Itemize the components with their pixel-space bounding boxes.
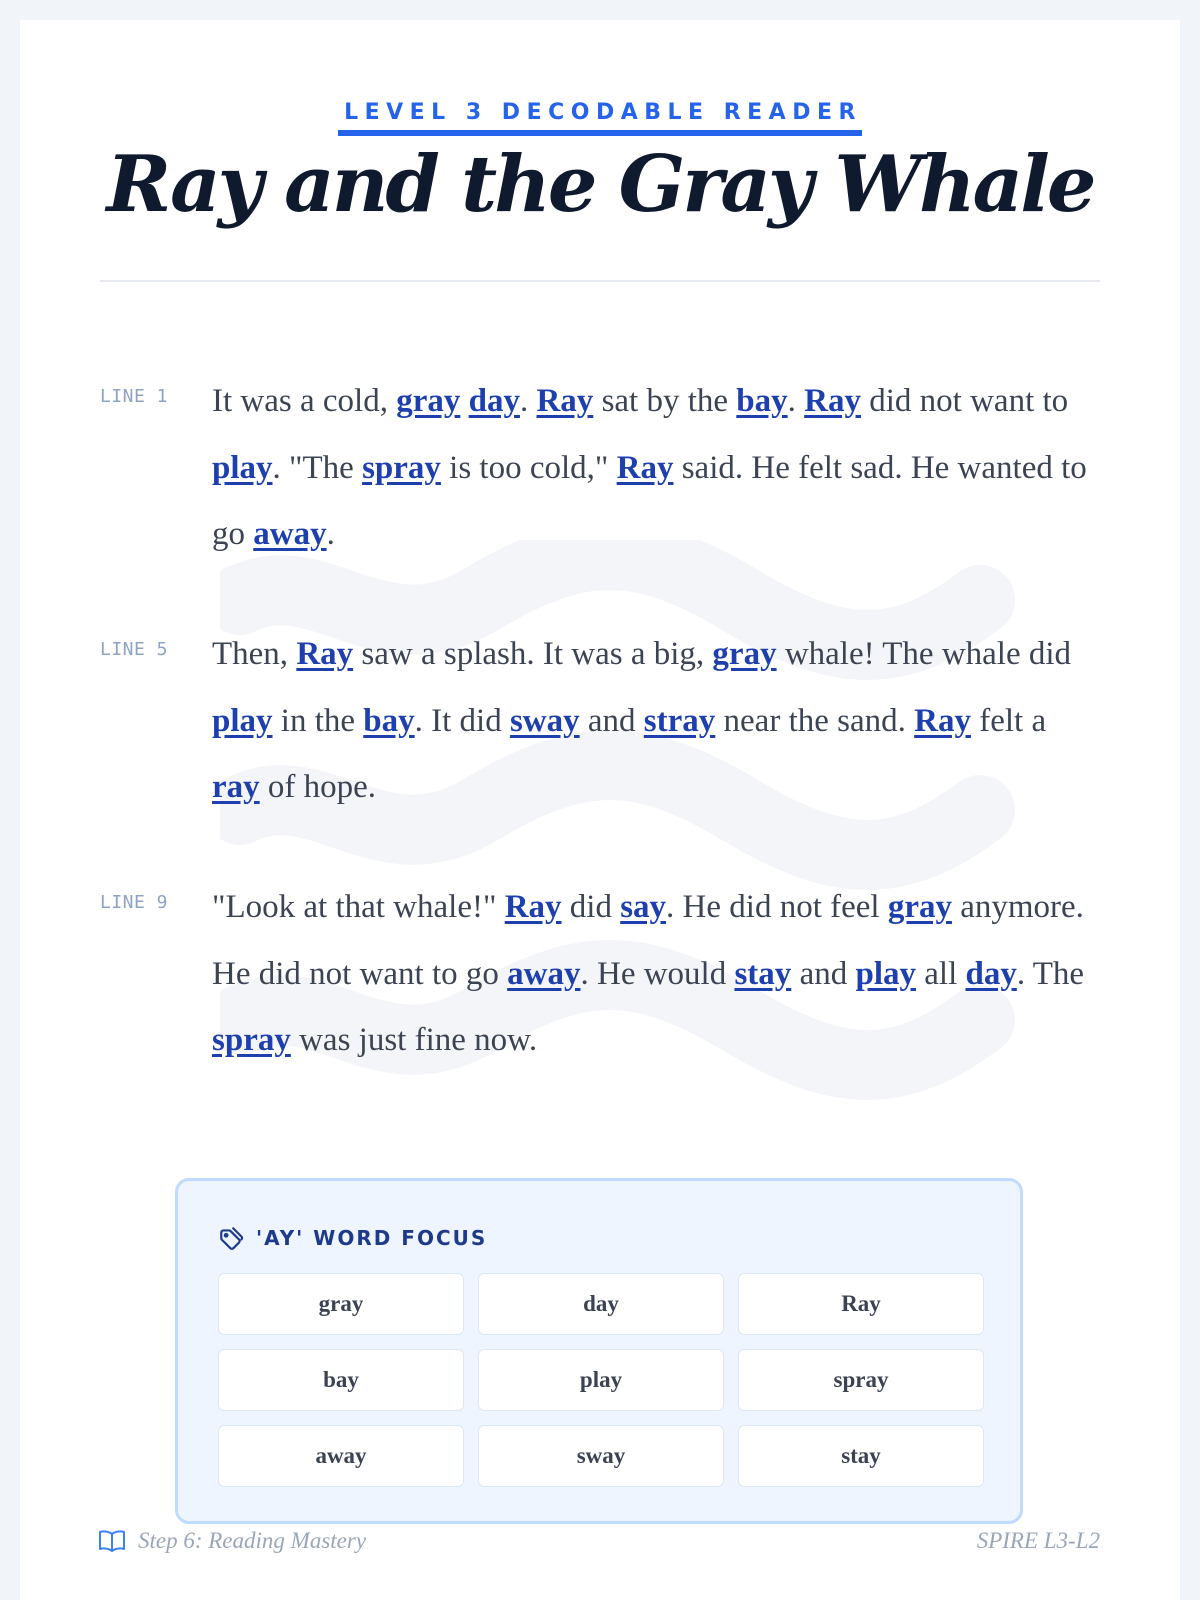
stanza-3	[100, 874, 1100, 1074]
line-number-label: LINE 9	[100, 892, 169, 913]
ay-word-link[interactable]: away	[507, 955, 581, 992]
reader-level-label: LEVEL 3 DECODABLE READER	[338, 100, 862, 136]
ay-word-link[interactable]: day	[965, 955, 1017, 992]
ay-word-link[interactable]: bay	[363, 702, 415, 739]
focus-word-chip[interactable]: stay	[738, 1425, 984, 1487]
ay-word-link[interactable]: stray	[643, 702, 716, 739]
line-number-label: LINE 1	[100, 386, 169, 407]
focus-word-chip[interactable]: Ray	[738, 1273, 984, 1335]
focus-word-chip[interactable]: day	[478, 1273, 724, 1335]
ay-word-link[interactable]: Ray	[804, 383, 861, 419]
footer-step-label: Step 6: Reading Mastery	[138, 1528, 367, 1553]
ay-word-link[interactable]: day	[468, 383, 520, 419]
story-title: Ray and the Gray Whale	[106, 139, 1094, 230]
ay-word-link[interactable]: Ray	[296, 636, 354, 672]
word-focus-box	[175, 1178, 1023, 1524]
ay-word-link[interactable]: Ray	[536, 383, 594, 419]
ay-word-link[interactable]: gray	[887, 889, 952, 925]
reader-header	[20, 100, 1180, 228]
ay-word-link[interactable]: Ray	[914, 702, 971, 739]
focus-word-chip[interactable]: play	[478, 1349, 724, 1411]
ay-word-link[interactable]: gray	[712, 636, 777, 672]
focus-word-chip[interactable]: bay	[218, 1349, 464, 1411]
stanza-text: It was a cold, gray day. Ray sat by the bay. Ray did not want to play. "The spray is too cold," Ray said. He felt sad. He wanted to go away.	[212, 383, 1087, 552]
focus-word-chip[interactable]: sway	[478, 1425, 724, 1487]
line-number-label: LINE 5	[100, 639, 169, 660]
ay-word-link[interactable]: sway	[509, 702, 580, 739]
focus-word-chip[interactable]: spray	[738, 1349, 984, 1411]
footer-code: SPIRE L3-L2	[976, 1528, 1100, 1553]
stanza-text: Then, Ray saw a splash. It was a big, gray whale! The whale did play in the bay. It did sway and stray near the sand. Ray felt a ray of hope.	[212, 636, 1072, 805]
ay-word-link[interactable]: spray	[362, 449, 441, 486]
stanza-1	[100, 368, 1100, 568]
footer-step	[98, 1528, 366, 1554]
reader-page	[20, 20, 1180, 1600]
header-divider	[100, 280, 1100, 282]
focus-word-chip[interactable]: gray	[218, 1273, 464, 1335]
ay-word-link[interactable]: ray	[212, 769, 260, 805]
ay-word-link[interactable]: play	[212, 449, 273, 486]
ay-word-link[interactable]: bay	[736, 383, 788, 419]
ay-word-link[interactable]: away	[253, 516, 327, 552]
word-focus-header	[218, 1225, 487, 1251]
stanza-text: "Look at that whale!" Ray did say. He did not feel gray anymore. He did not want to go away. He would stay and play all day. The spray was just fine now.	[212, 889, 1085, 1058]
ay-word-link[interactable]: say	[620, 889, 667, 925]
ay-word-link[interactable]: gray	[396, 383, 461, 419]
word-grid	[218, 1273, 984, 1487]
ay-word-link[interactable]: Ray	[616, 449, 674, 486]
ay-word-link[interactable]: spray	[212, 1022, 291, 1058]
ay-word-link[interactable]: Ray	[504, 889, 562, 925]
tag-icon	[218, 1225, 244, 1251]
ay-word-link[interactable]: stay	[734, 955, 792, 992]
stanza-2	[100, 621, 1100, 821]
word-focus-title: 'AY' WORD FOCUS	[256, 1226, 488, 1250]
open-book-icon	[98, 1529, 126, 1553]
ay-word-link[interactable]: play	[212, 702, 273, 739]
ay-word-link[interactable]: play	[855, 955, 916, 992]
focus-word-chip[interactable]: away	[218, 1425, 464, 1487]
